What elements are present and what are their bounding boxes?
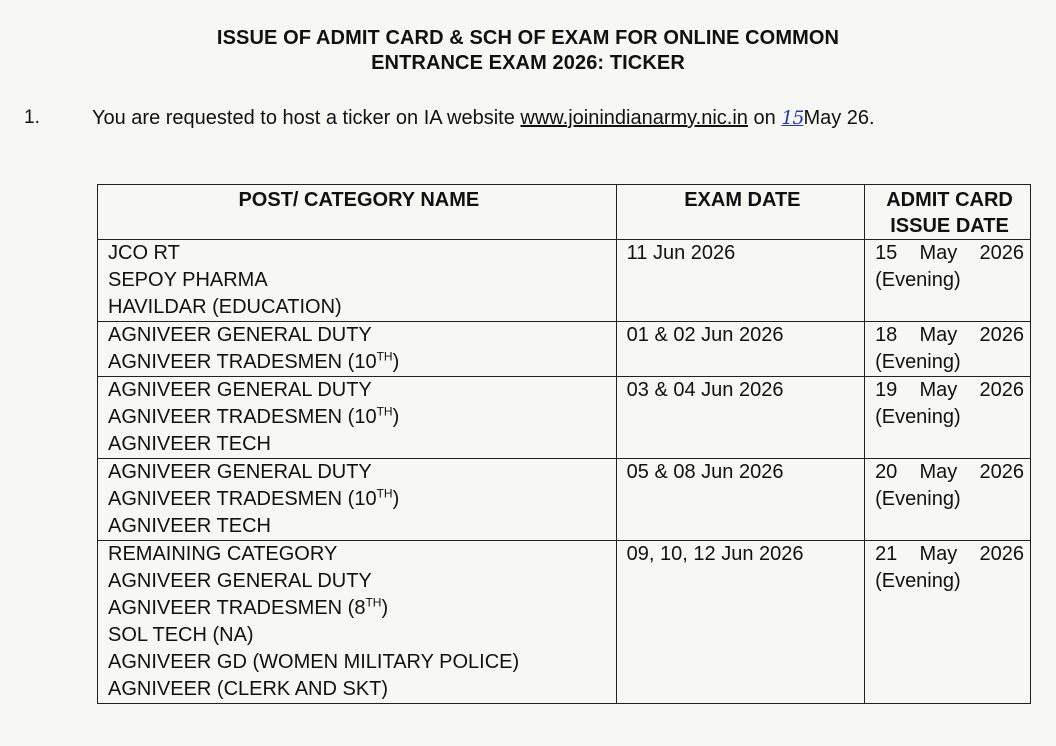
exam-date-cell: 01 & 02 Jun 2026 bbox=[616, 322, 864, 377]
post-name: JCO RT bbox=[108, 242, 180, 264]
header-admit-line-2: ISSUE DATE bbox=[890, 215, 1009, 237]
exam-date-cell: 03 & 04 Jun 2026 bbox=[616, 377, 864, 459]
issue-month: May bbox=[919, 379, 958, 401]
post-category-cell bbox=[98, 541, 617, 704]
issue-year: 2026 bbox=[979, 242, 1024, 264]
post-name: HAVILDAR (EDUCATION) bbox=[108, 296, 342, 318]
table-row bbox=[98, 322, 1031, 377]
table-row bbox=[98, 377, 1031, 459]
issue-date bbox=[875, 459, 1024, 486]
issue-date bbox=[875, 240, 1024, 267]
post-name: REMAINING CATEGORY bbox=[108, 543, 338, 565]
document-title-line-1: ISSUE OF ADMIT CARD & SCH OF EXAM FOR ONLINE COMMON bbox=[216, 27, 840, 49]
website-link[interactable]: www.joinindianarmy.nic.in bbox=[520, 107, 748, 129]
issue-date bbox=[875, 541, 1024, 568]
issue-date-cell bbox=[865, 459, 1031, 541]
issue-note: (Evening) bbox=[875, 269, 961, 291]
post-name: AGNIVEER TECH bbox=[108, 515, 271, 537]
table-header-row bbox=[98, 185, 1031, 240]
post-name: AGNIVEER GENERAL DUTY bbox=[108, 570, 372, 592]
issue-date bbox=[875, 322, 1024, 349]
post-name: SOL TECH (NA) bbox=[108, 624, 254, 646]
issue-year: 2026 bbox=[979, 379, 1024, 401]
handwritten-day: 15 bbox=[781, 107, 804, 129]
exam-date-cell: 11 Jun 2026 bbox=[616, 240, 864, 322]
issue-month: May bbox=[919, 242, 958, 264]
paragraph-text-start: You are requested to host a ticker on IA website bbox=[92, 107, 521, 129]
header-post-category: POST/ CATEGORY NAME bbox=[98, 185, 617, 240]
post-name: SEPOY PHARMA bbox=[108, 269, 268, 291]
table-row bbox=[98, 541, 1031, 704]
paragraph-number: 1. bbox=[24, 107, 40, 128]
post-name: AGNIVEER GENERAL DUTY bbox=[108, 461, 372, 483]
issue-day: 21 bbox=[875, 543, 898, 565]
issue-year: 2026 bbox=[979, 543, 1024, 565]
post-category-cell bbox=[98, 377, 617, 459]
header-admit-card-issue-date bbox=[865, 185, 1031, 240]
issue-date bbox=[875, 377, 1024, 404]
issue-note: (Evening) bbox=[875, 351, 961, 373]
issue-date-cell bbox=[865, 541, 1031, 704]
document-title-line-2: ENTRANCE EXAM 2026: TICKER bbox=[371, 52, 685, 74]
issue-day: 19 bbox=[875, 379, 898, 401]
exam-date-cell: 09, 10, 12 Jun 2026 bbox=[616, 541, 864, 704]
issue-year: 2026 bbox=[979, 461, 1024, 483]
issue-date-cell bbox=[865, 240, 1031, 322]
header-exam-date: EXAM DATE bbox=[616, 185, 864, 240]
ticker-request-paragraph bbox=[92, 106, 1042, 130]
post-name: AGNIVEER TRADESMEN (10TH) bbox=[108, 486, 400, 510]
issue-date-cell bbox=[865, 322, 1031, 377]
post-name: AGNIVEER TRADESMEN (10TH) bbox=[108, 349, 400, 373]
post-category-cell bbox=[98, 459, 617, 541]
issue-month: May bbox=[919, 461, 958, 483]
table-row bbox=[98, 459, 1031, 541]
issue-day: 15 bbox=[875, 242, 898, 264]
post-name: AGNIVEER GENERAL DUTY bbox=[108, 379, 372, 401]
paragraph-text-end: May 26. bbox=[803, 107, 875, 129]
exam-date-cell: 05 & 08 Jun 2026 bbox=[616, 459, 864, 541]
issue-date-cell bbox=[865, 377, 1031, 459]
post-category-cell bbox=[98, 322, 617, 377]
header-admit-line-1: ADMIT CARD bbox=[886, 189, 1013, 211]
issue-note: (Evening) bbox=[875, 488, 961, 510]
issue-month: May bbox=[919, 324, 958, 346]
post-name: AGNIVEER TECH bbox=[108, 433, 271, 455]
exam-schedule-table bbox=[97, 184, 1031, 704]
table-row bbox=[98, 240, 1031, 322]
issue-note: (Evening) bbox=[875, 406, 961, 428]
issue-note: (Evening) bbox=[875, 570, 961, 592]
issue-day: 18 bbox=[875, 324, 898, 346]
post-name: AGNIVEER GD (WOMEN MILITARY POLICE) bbox=[108, 651, 520, 673]
post-name: AGNIVEER TRADESMEN (8TH) bbox=[108, 595, 389, 619]
issue-year: 2026 bbox=[979, 324, 1024, 346]
post-name: AGNIVEER TRADESMEN (10TH) bbox=[108, 404, 400, 428]
post-name: AGNIVEER (CLERK AND SKT) bbox=[108, 678, 389, 700]
issue-month: May bbox=[919, 543, 958, 565]
post-name: AGNIVEER GENERAL DUTY bbox=[108, 324, 372, 346]
post-category-cell bbox=[98, 240, 617, 322]
issue-day: 20 bbox=[875, 461, 898, 483]
paragraph-text-on: on bbox=[747, 107, 782, 129]
